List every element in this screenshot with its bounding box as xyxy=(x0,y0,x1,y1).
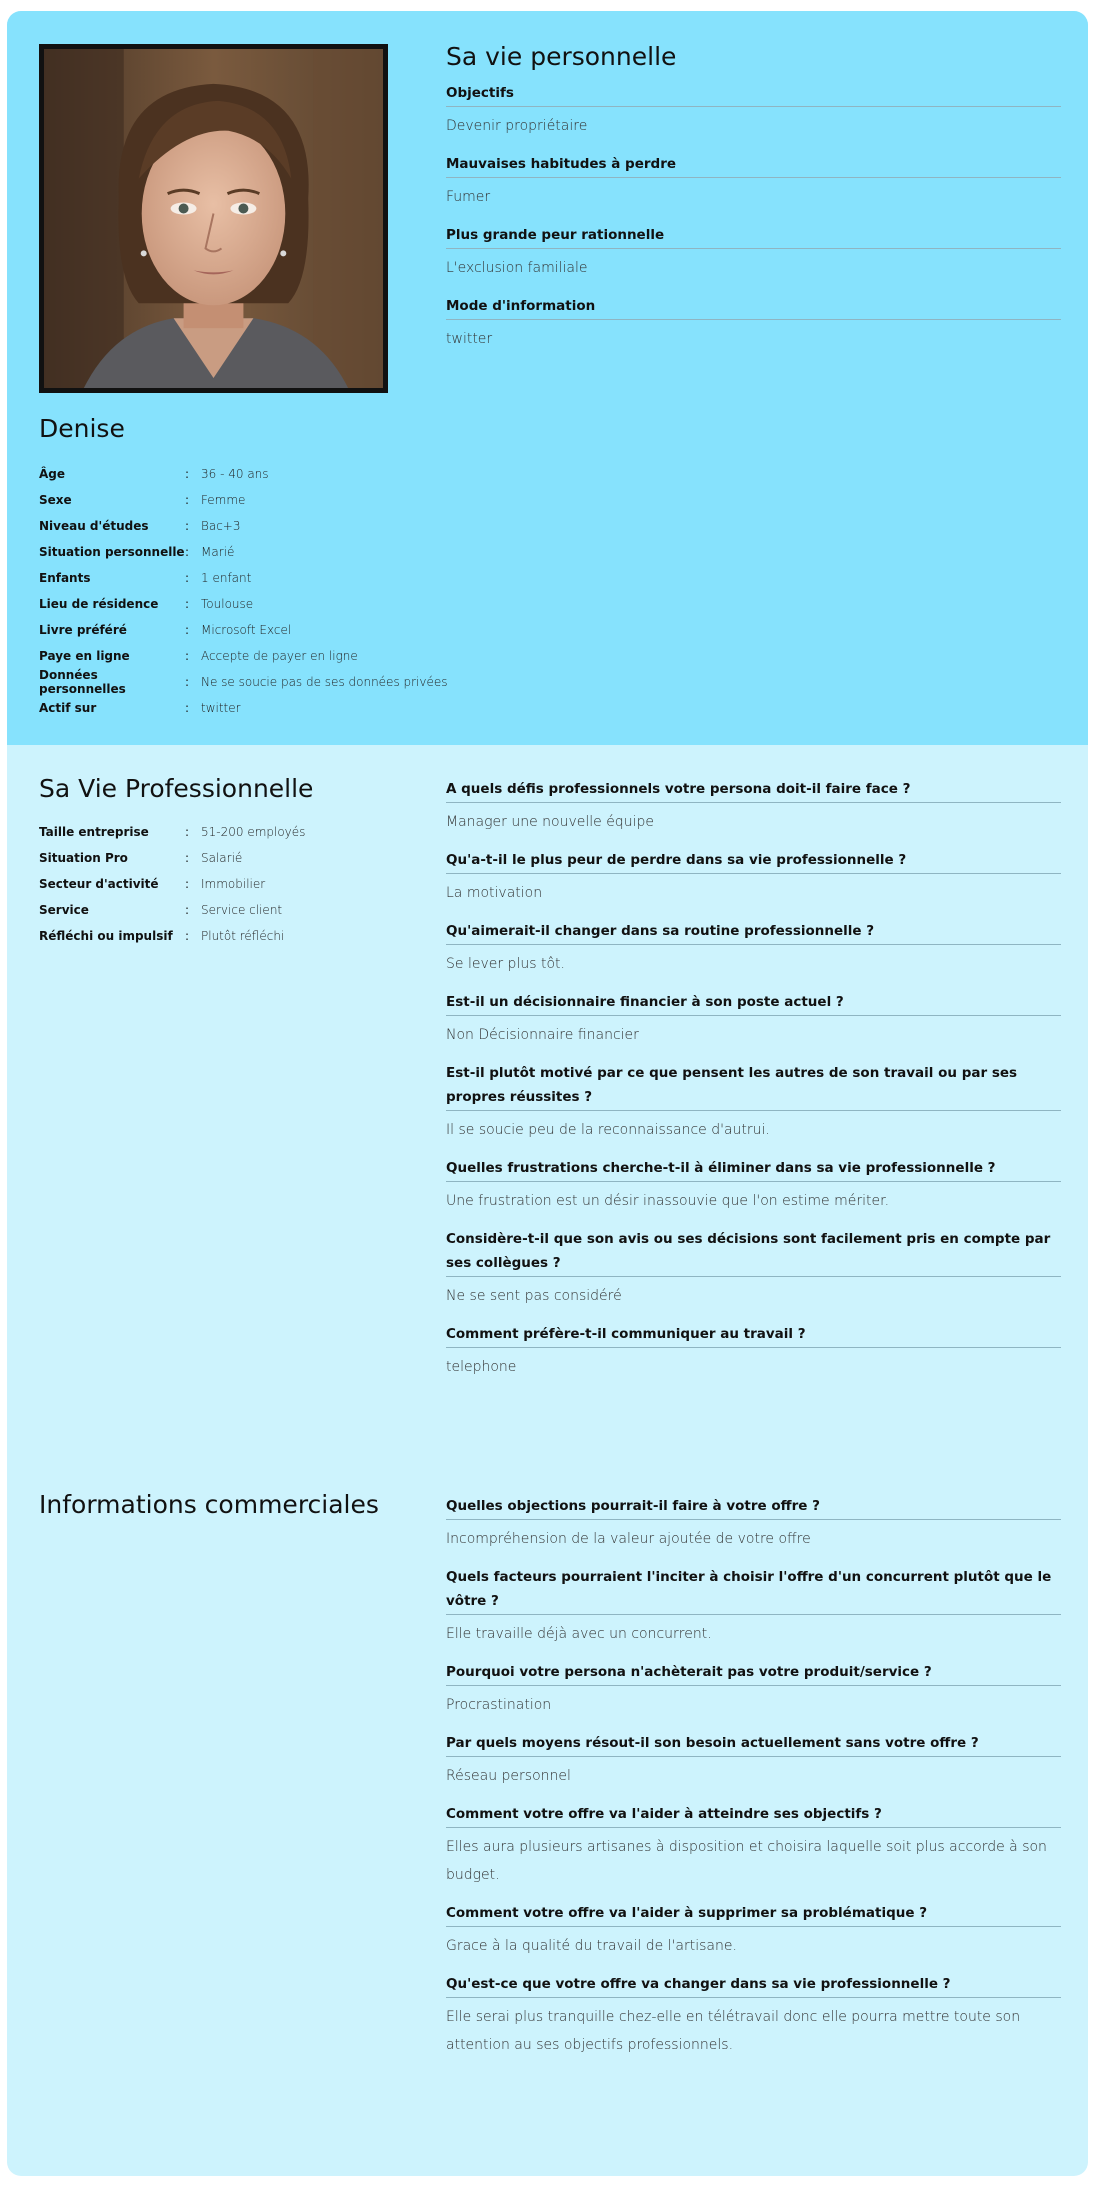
fact-value: Toulouse xyxy=(201,597,254,611)
question: Par quels moyens résout-il son besoin actuellement sans votre offre ? xyxy=(446,1731,1061,1757)
fact-separator: : xyxy=(185,649,190,663)
answer: L'exclusion familiale xyxy=(446,260,588,276)
question: Comment votre offre va l'aider à atteindre ses objectifs ? xyxy=(446,1802,1061,1828)
fact-value: Plutôt réfléchi xyxy=(201,929,285,943)
answer: La motivation xyxy=(446,885,543,901)
answer: Non Décisionnaire financier xyxy=(446,1027,639,1043)
question: Qu'a-t-il le plus peur de perdre dans sa vie professionnelle ? xyxy=(446,848,1061,874)
question: Qu'aimerait-il changer dans sa routine professionnelle ? xyxy=(446,919,1061,945)
fact-label: Données personnelles xyxy=(39,668,126,696)
fact-label: Secteur d'activité xyxy=(39,877,159,891)
qa-item xyxy=(446,1901,1061,1972)
portrait-image xyxy=(44,49,383,388)
question: Qu'est-ce que votre offre va changer dans sa vie professionnelle ? xyxy=(446,1972,1061,1998)
professional-life-title: Sa Vie Professionnelle xyxy=(39,774,314,803)
question: Mode d'information xyxy=(446,294,1061,320)
answer: Grace à la qualité du travail de l'artisane. xyxy=(446,1938,737,1954)
qa-item xyxy=(446,1494,1061,1565)
fact-label: Niveau d'études xyxy=(39,519,149,533)
qa-item xyxy=(446,919,1061,990)
fact-row xyxy=(39,897,305,923)
fact-separator: : xyxy=(185,877,190,891)
fact-label: Livre préféré xyxy=(39,623,127,637)
answer: Se lever plus tôt. xyxy=(446,956,565,972)
fact-value: Ne se soucie pas de ses données privées xyxy=(201,675,448,689)
fact-label: Lieu de résidence xyxy=(39,597,159,611)
qa-item xyxy=(446,848,1061,919)
qa-item xyxy=(446,990,1061,1061)
question: Quelles frustrations cherche-t-il à éliminer dans sa vie professionnelle ? xyxy=(446,1156,1061,1182)
fact-separator: : xyxy=(185,571,190,585)
qa-item xyxy=(446,152,1061,223)
answer: Manager une nouvelle équipe xyxy=(446,814,654,830)
fact-value: twitter xyxy=(201,701,241,715)
fact-row xyxy=(39,565,448,591)
professional-facts xyxy=(39,819,305,949)
personal-section xyxy=(7,11,1088,745)
answer: Une frustration est un désir inassouvie que l'on estime mériter. xyxy=(446,1193,890,1209)
fact-row xyxy=(39,487,448,513)
answer: Elles aura plusieurs artisanes à disposition et choisira laquelle soit plus accorde à son budget. xyxy=(446,1839,1047,1883)
fact-label: Sexe xyxy=(39,493,72,507)
fact-value: 1 enfant xyxy=(201,571,252,585)
professional-life-list xyxy=(446,777,1061,1393)
question: Mauvaises habitudes à perdre xyxy=(446,152,1061,178)
fact-separator: : xyxy=(185,825,190,839)
fact-separator: : xyxy=(185,467,190,481)
fact-label: Situation personnelle xyxy=(39,545,185,559)
answer: Fumer xyxy=(446,189,491,205)
question: Comment votre offre va l'aider à supprimer sa problématique ? xyxy=(446,1901,1061,1927)
answer: Réseau personnel xyxy=(446,1768,571,1784)
fact-separator: : xyxy=(185,929,190,943)
question: Considère-t-il que son avis ou ses décisions sont facilement pris en compte par ses collègues ? xyxy=(446,1227,1061,1277)
answer: Procrastination xyxy=(446,1697,552,1713)
fact-value: Marié xyxy=(201,545,235,559)
fact-value: Service client xyxy=(201,903,283,917)
fact-value: 51-200 employés xyxy=(201,825,306,839)
fact-row xyxy=(39,513,448,539)
commercial-title: Informations commerciales xyxy=(39,1490,379,1519)
fact-separator: : xyxy=(185,493,190,507)
qa-item xyxy=(446,1061,1061,1156)
fact-row xyxy=(39,539,448,565)
fact-row xyxy=(39,923,305,949)
fact-separator: : xyxy=(185,545,190,559)
fact-row xyxy=(39,669,448,695)
answer: telephone xyxy=(446,1359,517,1375)
persona-card xyxy=(7,11,1088,2176)
fact-label: Actif sur xyxy=(39,701,97,715)
fact-value: Microsoft Excel xyxy=(201,623,292,637)
question: Est-il un décisionnaire financier à son poste actuel ? xyxy=(446,990,1061,1016)
fact-label: Réfléchi ou impulsif xyxy=(39,929,173,943)
qa-item xyxy=(446,1802,1061,1901)
question: Objectifs xyxy=(446,81,1061,107)
fact-value: Accepte de payer en ligne xyxy=(201,649,358,663)
qa-item xyxy=(446,81,1061,152)
qa-item xyxy=(446,777,1061,848)
persona-facts xyxy=(39,461,448,721)
fact-separator: : xyxy=(185,851,190,865)
fact-separator: : xyxy=(185,623,190,637)
fact-row xyxy=(39,617,448,643)
question: Plus grande peur rationnelle xyxy=(446,223,1061,249)
fact-row xyxy=(39,871,305,897)
qa-item xyxy=(446,1731,1061,1802)
fact-separator: : xyxy=(185,675,190,689)
fact-label: Enfants xyxy=(39,571,91,585)
answer: Elle serai plus tranquille chez-elle en télétravail donc elle pourra mettre toute son attention au ses objectifs professionnels. xyxy=(446,2009,1021,2053)
fact-label: Taille entreprise xyxy=(39,825,149,839)
fact-value: 36 - 40 ans xyxy=(201,467,269,481)
qa-item xyxy=(446,294,1061,365)
answer: Elle travaille déjà avec un concurrent. xyxy=(446,1626,712,1642)
question: Pourquoi votre persona n'achèterait pas votre produit/service ? xyxy=(446,1660,1061,1686)
personal-life-title: Sa vie personnelle xyxy=(446,42,677,71)
qa-item xyxy=(446,1322,1061,1393)
fact-row xyxy=(39,845,305,871)
fact-value: Salarié xyxy=(201,851,243,865)
fact-row xyxy=(39,591,448,617)
answer: Il se soucie peu de la reconnaissance d'autrui. xyxy=(446,1122,770,1138)
answer: twitter xyxy=(446,331,493,347)
fact-separator: : xyxy=(185,519,190,533)
fact-value: Immobilier xyxy=(201,877,266,891)
answer: Incompréhension de la valeur ajoutée de votre offre xyxy=(446,1531,811,1547)
persona-name: Denise xyxy=(39,414,125,443)
personal-life-list xyxy=(446,81,1061,365)
question: Quelles objections pourrait-il faire à votre offre ? xyxy=(446,1494,1061,1520)
fact-value: Bac+3 xyxy=(201,519,241,533)
fact-label: Paye en ligne xyxy=(39,649,130,663)
fact-label: Service xyxy=(39,903,89,917)
qa-item xyxy=(446,1156,1061,1227)
qa-item xyxy=(446,1565,1061,1660)
fact-separator: : xyxy=(185,597,190,611)
qa-item xyxy=(446,223,1061,294)
fact-row xyxy=(39,695,448,721)
qa-item xyxy=(446,1660,1061,1731)
answer: Devenir propriétaire xyxy=(446,118,588,134)
qa-item xyxy=(446,1227,1061,1322)
persona-photo xyxy=(39,44,388,393)
fact-separator: : xyxy=(185,701,190,715)
fact-row xyxy=(39,461,448,487)
answer: Ne se sent pas considéré xyxy=(446,1288,622,1304)
fact-row xyxy=(39,819,305,845)
fact-value: Femme xyxy=(201,493,246,507)
question: Quels facteurs pourraient l'inciter à choisir l'offre d'un concurrent plutôt que le vôtre ? xyxy=(446,1565,1061,1615)
fact-label: Âge xyxy=(39,467,66,481)
fact-label: Situation Pro xyxy=(39,851,128,865)
fact-row xyxy=(39,643,448,669)
question: Comment préfère-t-il communiquer au travail ? xyxy=(446,1322,1061,1348)
qa-item xyxy=(446,1972,1061,2071)
question: Est-il plutôt motivé par ce que pensent les autres de son travail ou par ses propres réussites ? xyxy=(446,1061,1061,1111)
commercial-list xyxy=(446,1494,1061,2071)
fact-separator: : xyxy=(185,903,190,917)
question: A quels défis professionnels votre persona doit-il faire face ? xyxy=(446,777,1061,803)
